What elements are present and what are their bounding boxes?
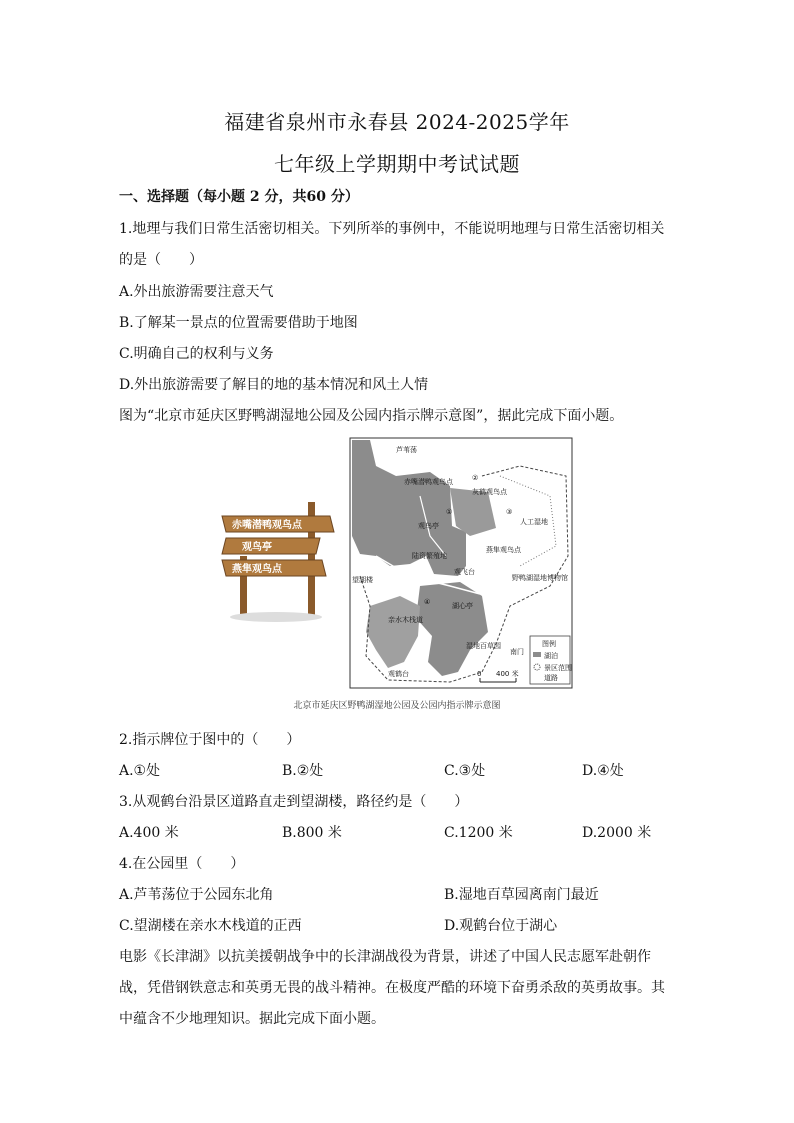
q1-stem-line1: 1.地理与我们日常生活密切相关。下列所举的事例中，不能说明地理与日常生活密切相关 xyxy=(119,221,665,237)
legend-title: 图例 xyxy=(542,640,556,648)
map-legend xyxy=(530,636,572,684)
marker-4: ④ xyxy=(424,598,431,606)
q2-option-d: D.④处 xyxy=(582,763,624,779)
sign-text-3: 燕隼观鸟点 xyxy=(232,564,282,575)
figure xyxy=(220,436,580,692)
scale-value: 400 米 xyxy=(496,670,519,678)
marker-1: ① xyxy=(446,508,453,516)
marker-2: ② xyxy=(472,474,479,482)
scale-zero: 0 xyxy=(477,670,482,678)
q1-option-d: D.外出旅游需要了解目的地的基本情况和风土人情 xyxy=(119,377,429,393)
q4-option-a: A.芦苇荡位于公园东北角 xyxy=(119,887,274,903)
marker-3: ③ xyxy=(506,508,513,516)
q4-stem: 4.在公园里（ ） xyxy=(119,856,245,872)
label-nanmen: 南门 xyxy=(510,648,524,656)
q3-option-d: D.2000 米 xyxy=(582,825,652,841)
section-heading: 一、选择题（每小题 2 分，共60 分） xyxy=(119,189,359,205)
movie-intro-line3: 中蕴含不少地理知识。据此完成下面小题。 xyxy=(119,1011,385,1027)
label-huihe: 灰鹤观鸟点 xyxy=(472,488,507,496)
q1-option-c: C.明确自己的权利与义务 xyxy=(119,346,274,362)
q3-stem: 3.从观鹤台沿景区道路直走到望湖楼，路径约是（ ） xyxy=(119,794,469,810)
q3-option-a: A.400 米 xyxy=(119,825,179,841)
label-wanghulou: 望湖楼 xyxy=(352,576,373,584)
sign-text-1: 赤嘴潜鸭观鸟点 xyxy=(232,520,302,531)
map-intro: 图为“北京市延庆区野鸭湖湿地公园及公园内指示牌示意图”，据此完成下面小题。 xyxy=(119,408,624,424)
sign-text-2: 观鸟亭 xyxy=(242,542,272,553)
q2-option-a: A.①处 xyxy=(119,763,161,779)
label-rengong: 人工湿地 xyxy=(520,518,548,526)
legend-area: 景区范围 xyxy=(544,664,572,672)
document-title-line2: 七年级上学期期中考试试题 xyxy=(274,152,520,176)
movie-intro-line2: 战，凭借钢铁意志和英勇无畏的战斗精神。在极度严酷的环境下奋勇杀敌的英勇故事。其 xyxy=(119,980,665,996)
q4-option-c: C.望湖楼在亲水木栈道的正西 xyxy=(119,918,302,934)
park-map xyxy=(350,438,572,688)
q2-option-c: C.③处 xyxy=(444,763,486,779)
movie-intro-line1: 电影《长津湖》以抗美援朝战争中的长津湖战役为背景，讲述了中国人民志愿军赴朝作 xyxy=(119,949,651,965)
label-huxinting: 湖心亭 xyxy=(452,602,473,610)
q3-option-c: C.1200 米 xyxy=(444,825,513,841)
figure-svg xyxy=(220,436,580,692)
document-title-line1: 福建省泉州市永春县 2024-2025学年 xyxy=(224,110,570,134)
label-guanniaoting: 观鸟亭 xyxy=(418,522,439,530)
label-yansun: 燕隼观鸟点 xyxy=(486,546,521,554)
label-qinshui: 亲水木栈道 xyxy=(388,616,423,624)
q1-option-a: A.外出旅游需要注意天气 xyxy=(119,284,274,300)
legend-lake: 湖泊 xyxy=(544,652,558,660)
label-baicao: 湿地百草园 xyxy=(466,642,501,650)
label-luweidang: 芦苇荡 xyxy=(396,446,417,454)
legend-road: 道路 xyxy=(544,674,558,682)
q4-option-b: B.湿地百草园离南门最近 xyxy=(444,887,599,903)
figure-caption: 北京市延庆区野鸭湖湿地公园及公园内指示牌示意图 xyxy=(293,701,501,711)
q1-stem-line2: 的是（ ） xyxy=(119,252,203,268)
q3-option-b: B.800 米 xyxy=(282,825,342,841)
label-luchao: 陆资繁殖地 xyxy=(412,552,447,560)
label-chizui: 赤嘴潜鸭观鸟点 xyxy=(404,478,453,486)
label-guanfeitai: 观飞台 xyxy=(454,568,475,576)
q2-stem: 2.指示牌位于图中的（ ） xyxy=(119,732,301,748)
q2-option-b: B.②处 xyxy=(282,763,324,779)
q4-option-d: D.观鹤台位于湖心 xyxy=(444,918,558,934)
signpost xyxy=(222,502,334,622)
label-guanhetai: 观鹤台 xyxy=(388,670,409,678)
label-bowuguan: 野鸭湖湿地博物馆 xyxy=(512,574,568,582)
q1-option-b: B.了解某一景点的位置需要借助于地图 xyxy=(119,315,358,331)
